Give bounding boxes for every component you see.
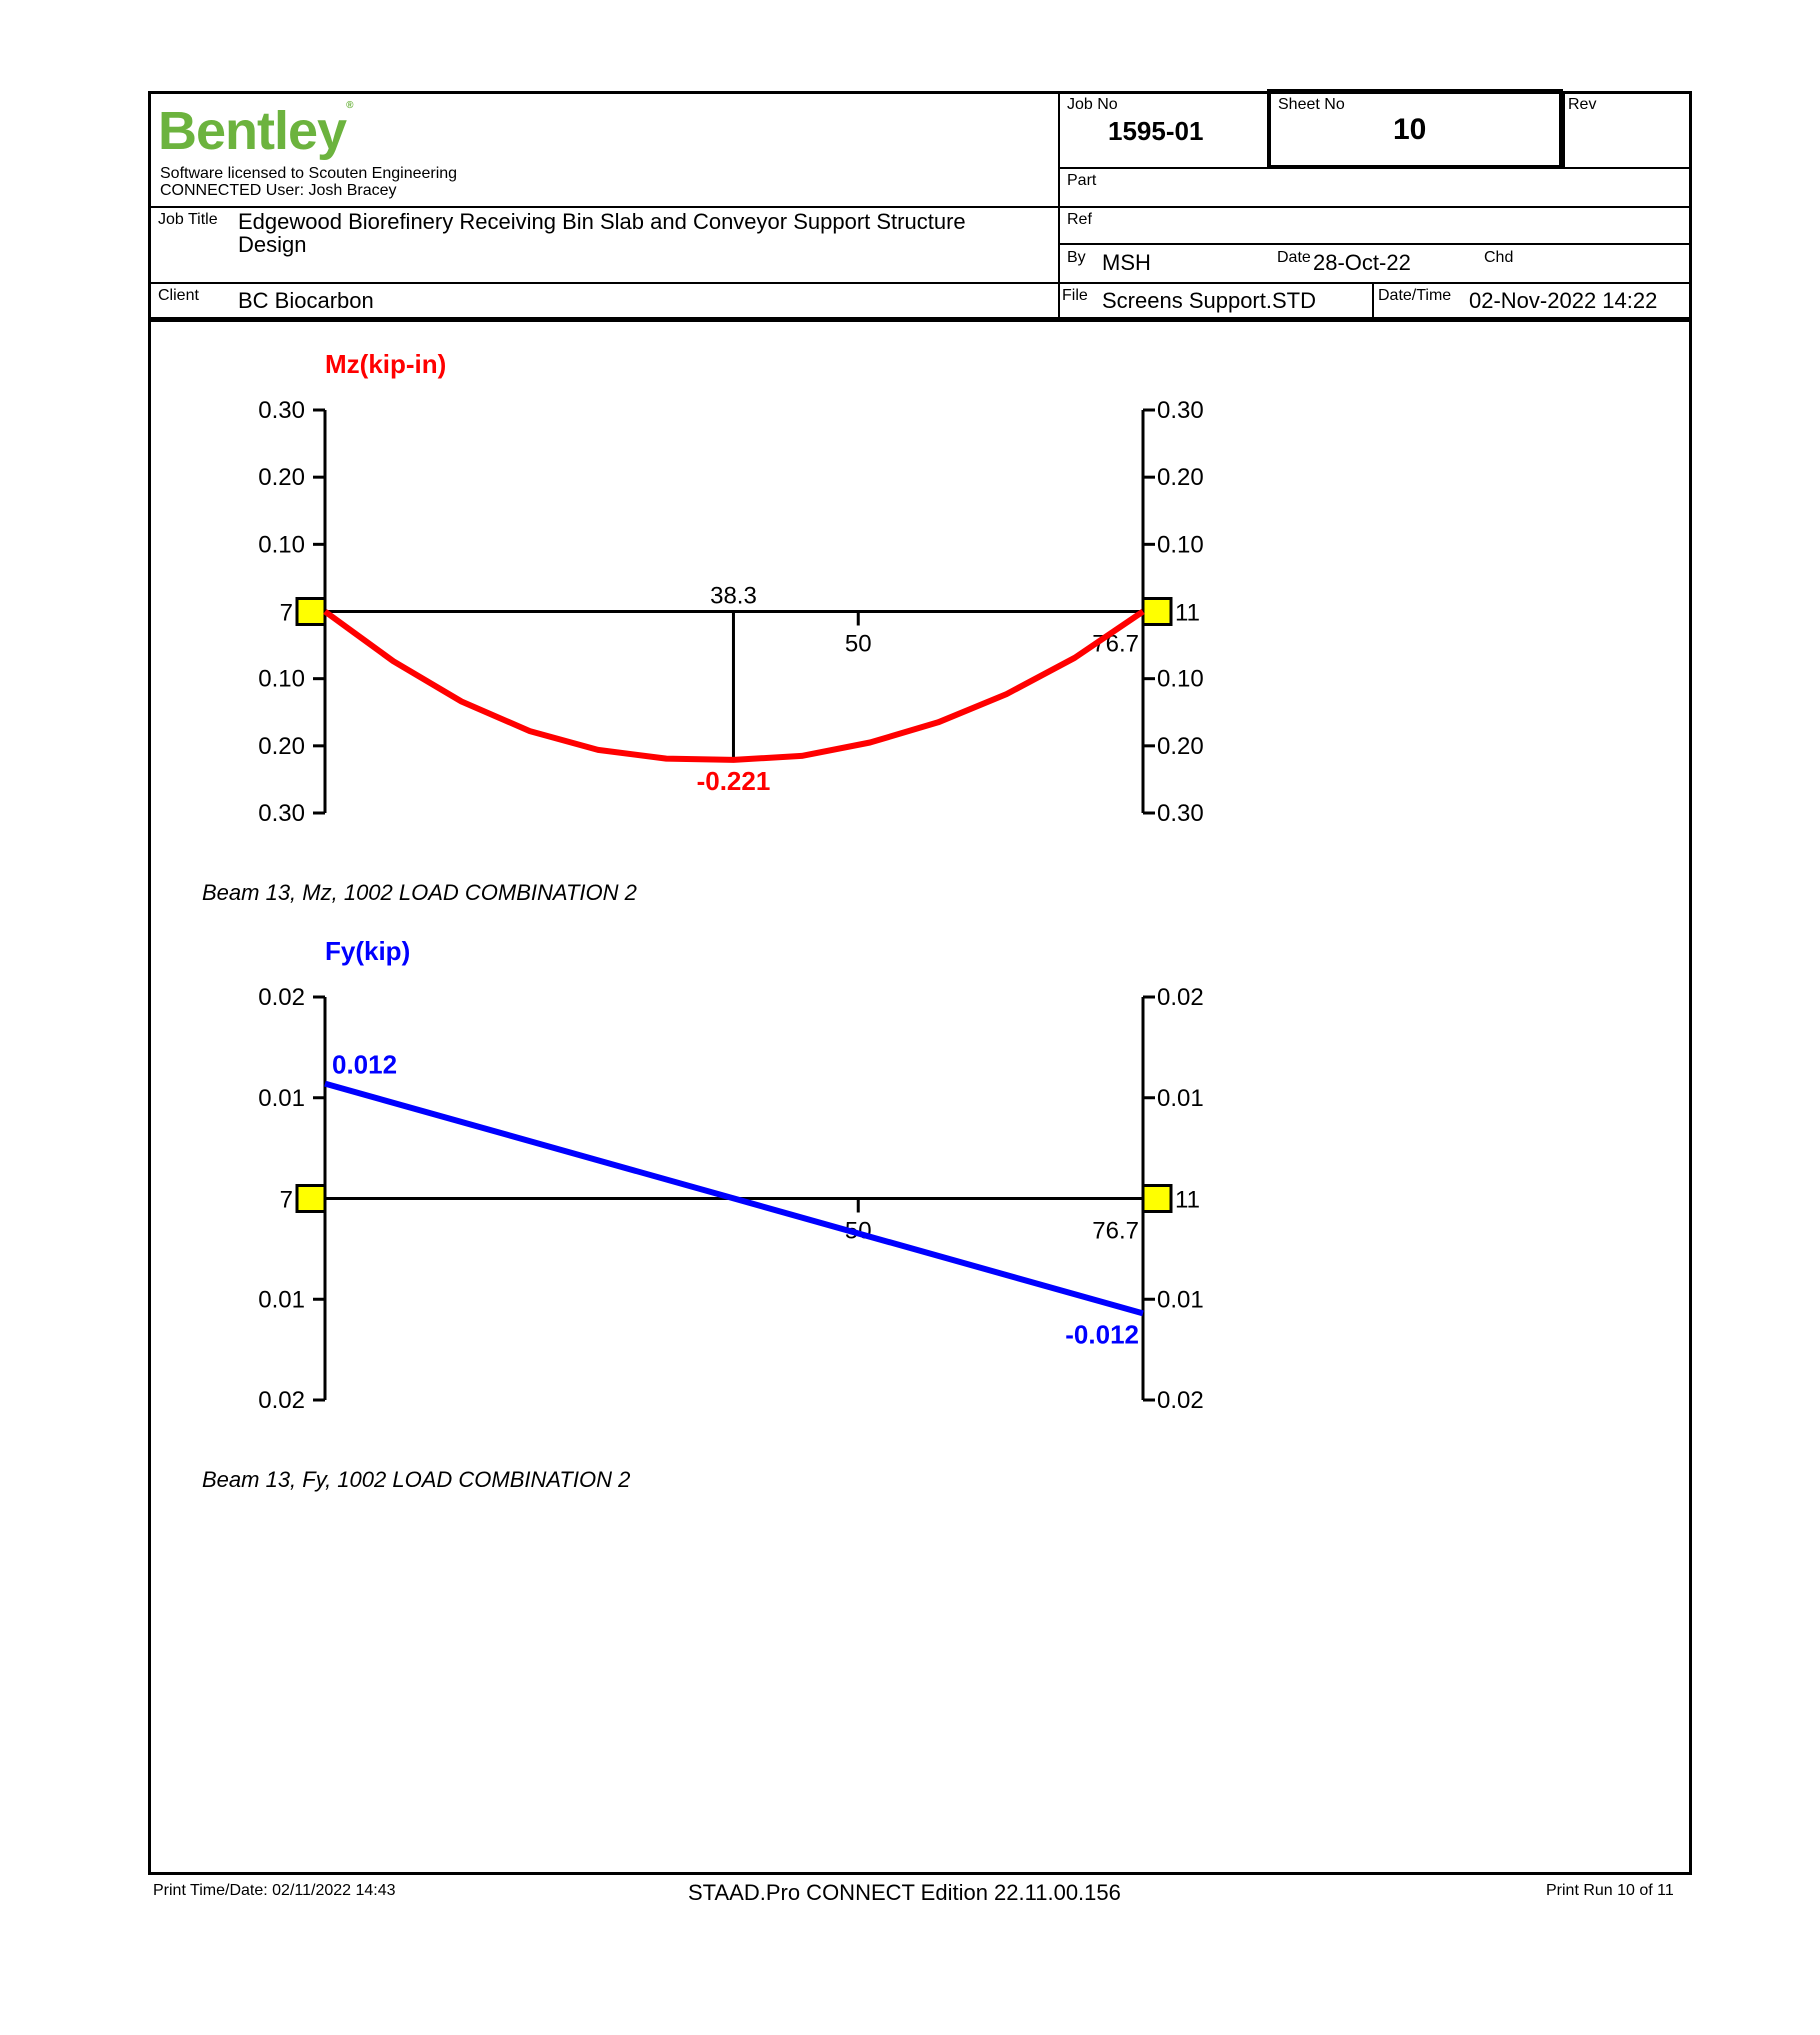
client-label: Client xyxy=(158,287,199,304)
mz-end-node-label: 11 xyxy=(1175,599,1200,627)
bentley-logo: Bentley® xyxy=(158,100,353,161)
fy-chart-caption: Beam 13, Fy, 1002 LOAD COMBINATION 2 xyxy=(202,1467,631,1492)
fy-left-tick-label: 0.01 xyxy=(258,1084,305,1112)
print-time: Print Time/Date: 02/11/2022 14:43 xyxy=(153,1882,396,1899)
part-label: Part xyxy=(1067,172,1097,189)
job-no-label: Job No xyxy=(1067,96,1118,113)
rev-label: Rev xyxy=(1568,96,1597,113)
license-line-2: CONNECTED User: Josh Bracey xyxy=(160,182,397,199)
by-label: By xyxy=(1067,249,1086,266)
fy-end-node-label: 11 xyxy=(1175,1186,1200,1214)
file-label: File xyxy=(1062,287,1088,304)
date-value: 28-Oct-22 xyxy=(1313,250,1411,275)
datetime-value: 02-Nov-2022 14:22 xyxy=(1469,288,1658,313)
job-no-value: 1595-01 xyxy=(1108,116,1204,146)
file-value: Screens Support.STD xyxy=(1102,288,1316,313)
mz-left-tick-label: 0.20 xyxy=(258,732,305,760)
fy-x-mark-label: 50 xyxy=(844,1217,872,1245)
fy-chart-title: Fy(kip) xyxy=(325,936,411,966)
mz-left-tick-label: 0.30 xyxy=(258,397,305,424)
mz-start-node xyxy=(297,599,325,625)
fy-start-value-label: 0.012 xyxy=(332,1049,398,1080)
print-run: Print Run 10 of 11 xyxy=(1546,1882,1674,1899)
software-version: STAAD.Pro CONNECT Edition 22.11.00.156 xyxy=(688,1880,1121,1905)
fy-x-mark-label: 76.7 xyxy=(1092,1217,1139,1245)
mz-x-mark-label: 38.3 xyxy=(710,582,757,610)
mz-left-tick-label: 0.30 xyxy=(258,800,305,827)
fy-right-tick-label: 0.02 xyxy=(1157,984,1204,1011)
mz-start-node-label: 7 xyxy=(279,599,293,627)
license-line-1: Software licensed to Scouten Engineering xyxy=(160,165,458,182)
mz-end-node xyxy=(1143,599,1171,625)
mz-right-tick-label: 0.20 xyxy=(1157,732,1204,760)
mz-left-tick-label: 0.10 xyxy=(258,531,305,559)
fy-right-tick-label: 0.01 xyxy=(1157,1286,1204,1314)
fy-start-node xyxy=(297,1186,325,1212)
fy-end-node xyxy=(1143,1186,1171,1212)
chd-label: Chd xyxy=(1484,249,1514,266)
job-title-line-1: Edgewood Biorefinery Receiving Bin Slab and Conveyor Support Structure xyxy=(238,209,966,234)
mz-left-tick-label: 0.20 xyxy=(258,464,305,492)
fy-left-tick-label: 0.02 xyxy=(258,984,305,1011)
mz-x-mark-label: 50 xyxy=(844,630,872,658)
mz-right-tick-label: 0.30 xyxy=(1157,800,1204,827)
mz-right-tick-label: 0.10 xyxy=(1157,665,1204,693)
fy-left-tick-label: 0.02 xyxy=(258,1387,305,1414)
fy-left-tick-label: 0.01 xyxy=(258,1286,305,1314)
date-label: Date xyxy=(1277,249,1311,266)
mz-chart-caption: Beam 13, Mz, 1002 LOAD COMBINATION 2 xyxy=(202,880,637,905)
mz-right-tick-label: 0.10 xyxy=(1157,531,1204,559)
datetime-label: Date/Time xyxy=(1378,287,1452,304)
fy-right-tick-label: 0.01 xyxy=(1157,1084,1204,1112)
client-value: BC Biocarbon xyxy=(238,288,374,313)
mz-left-tick-label: 0.10 xyxy=(258,665,305,693)
mz-x-mark-label: 76.7 xyxy=(1092,630,1139,658)
sheet-no-value: 10 xyxy=(1393,113,1427,146)
fy-end-value-label: -0.012 xyxy=(1065,1319,1139,1350)
job-title-line-2: Design xyxy=(238,232,307,257)
by-value: MSH xyxy=(1102,250,1151,275)
mz-right-tick-label: 0.30 xyxy=(1157,397,1204,424)
fy-right-tick-label: 0.02 xyxy=(1157,1387,1204,1414)
mz-peak-label: -0.221 xyxy=(696,765,771,796)
mz-right-tick-label: 0.20 xyxy=(1157,464,1204,492)
sheet-no-label: Sheet No xyxy=(1278,96,1345,113)
mz-chart-title: Mz(kip-in) xyxy=(325,349,447,379)
job-title-label: Job Title xyxy=(158,211,218,228)
fy-start-node-label: 7 xyxy=(279,1186,293,1214)
ref-label: Ref xyxy=(1067,211,1092,228)
